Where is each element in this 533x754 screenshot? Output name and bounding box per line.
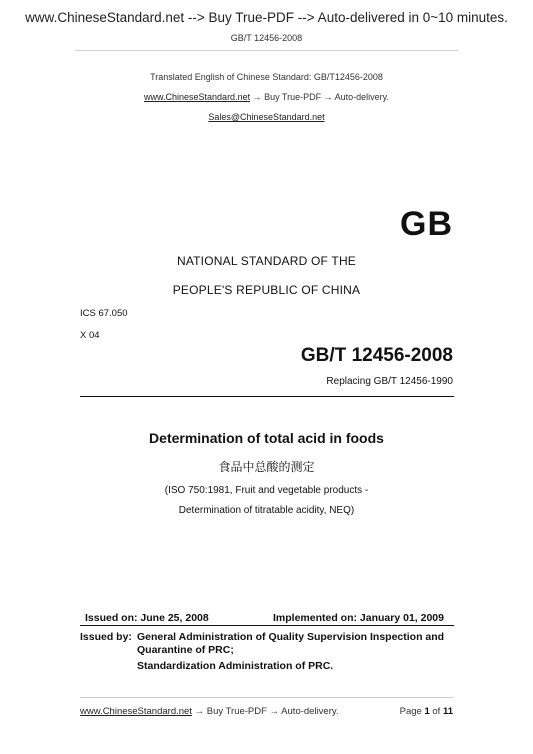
buy-text: → Buy True-PDF → Auto-delivery. bbox=[250, 92, 389, 102]
title-english: Determination of total acid in foods bbox=[149, 430, 384, 446]
sales-email-link[interactable]: Sales@ChineseStandard.net bbox=[208, 112, 325, 122]
title-divider bbox=[80, 396, 454, 397]
total-pages: 11 bbox=[442, 706, 453, 717]
issued-on-date: Issued on: June 25, 2008 bbox=[85, 612, 209, 624]
replacing-note: Replacing GB/T 12456-1990 bbox=[326, 376, 453, 387]
standard-number: GB/T 12456-2008 bbox=[300, 345, 453, 366]
sales-email-line bbox=[0, 112, 533, 122]
issuer-line-2: Standardization Administration of PRC. bbox=[137, 660, 334, 672]
header-divider bbox=[75, 50, 458, 51]
ics-code: ICS 67.050 bbox=[80, 308, 128, 319]
footer-divider bbox=[80, 697, 454, 698]
translated-note: Translated English of Chinese Standard: GB/T12456-2008 bbox=[150, 72, 383, 82]
ccs-code: X 04 bbox=[80, 330, 100, 341]
title-chinese: 食品中总酸的测定 bbox=[218, 460, 315, 474]
iso-reference-line-2: Determination of titratable acidity, NEQ) bbox=[178, 505, 355, 516]
issued-by-label: Issued by: bbox=[80, 631, 132, 643]
issued-by-block bbox=[80, 631, 460, 673]
page-indicator bbox=[400, 706, 453, 717]
footer-buy-text: → Buy True-PDF → Auto-delivery. bbox=[191, 706, 339, 717]
dates-divider bbox=[80, 625, 454, 626]
national-standard-line-2: PEOPLE'S REPUBLIC OF CHINA bbox=[172, 283, 361, 297]
page-number: 1 bbox=[424, 706, 430, 717]
of-label: of bbox=[432, 706, 441, 717]
issuer-line-1: General Administration of Quality Supervision Inspection and Quarantine of PRC; bbox=[137, 631, 445, 656]
header-standard-code: GB/T 12456-2008 bbox=[230, 33, 303, 43]
footer-site-link[interactable]: www.ChineseStandard.net bbox=[80, 706, 192, 717]
implemented-on-date: Implemented on: January 01, 2009 bbox=[273, 612, 444, 624]
national-standard-line-1: NATIONAL STANDARD OF THE bbox=[176, 254, 357, 268]
page-label: Page bbox=[399, 706, 422, 717]
site-link[interactable]: www.ChineseStandard.net bbox=[144, 92, 251, 102]
top-banner: www.ChineseStandard.net --> Buy True-PDF --> Auto-delivered in 0~10 minutes. bbox=[25, 10, 508, 25]
iso-reference-line-1: (ISO 750:1981, Fruit and vegetable products - bbox=[164, 485, 369, 496]
gb-logo: GB bbox=[400, 205, 453, 243]
footer-buy-line bbox=[80, 706, 339, 717]
buy-line bbox=[0, 92, 533, 102]
